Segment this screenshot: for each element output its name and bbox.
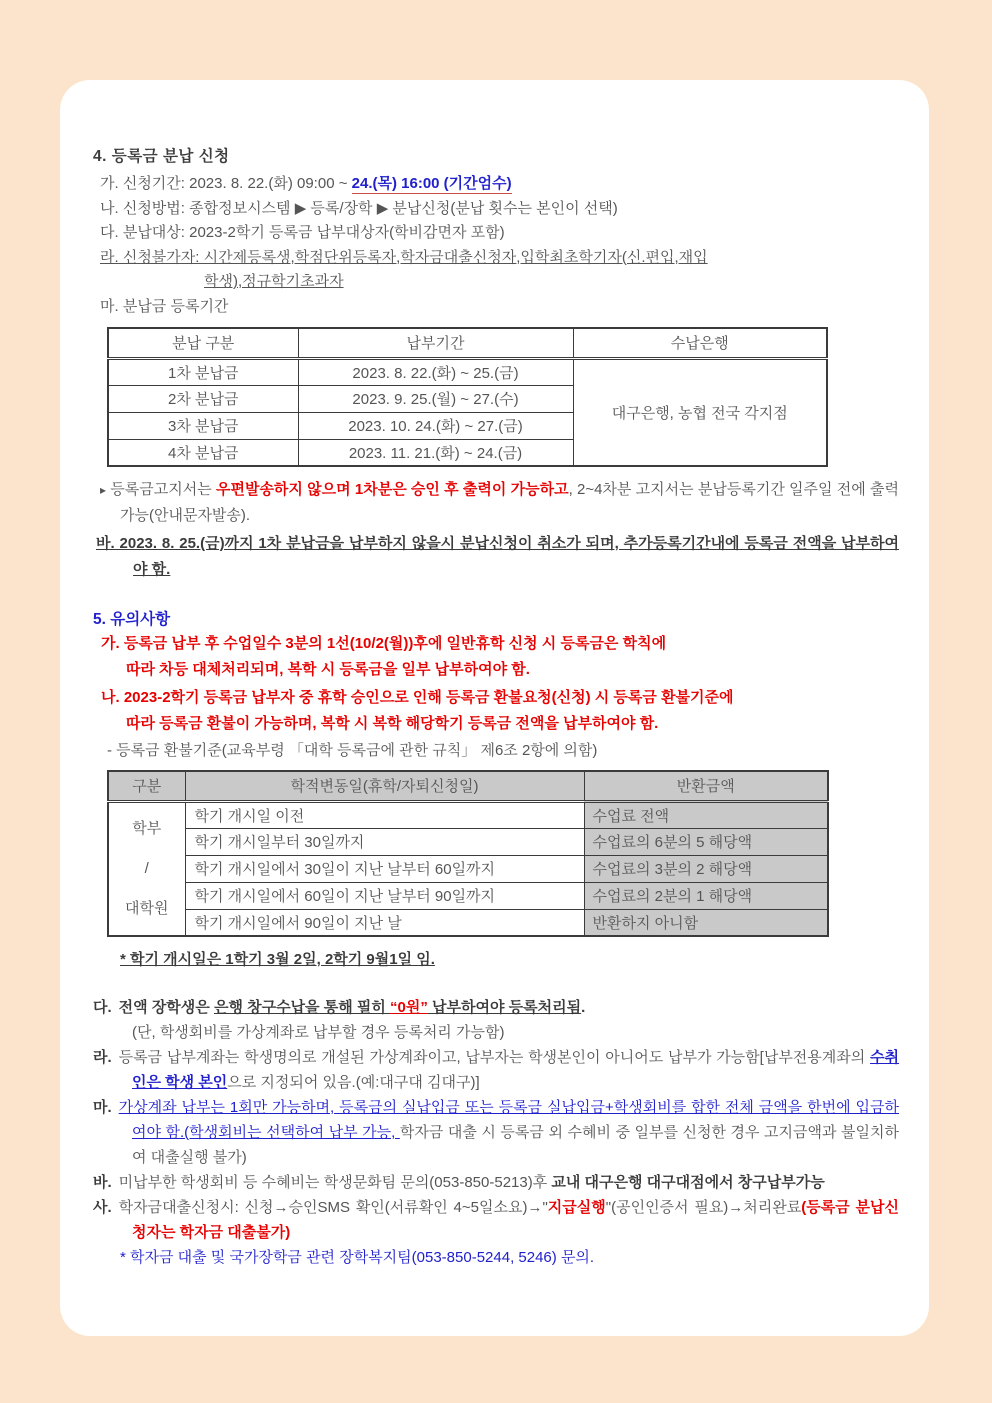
notice-text-red: 우편발송하지 않으며 1차분은 승인 후 출력이 가능하고	[215, 481, 569, 498]
item-label: 사.	[93, 1199, 112, 1216]
zero-won-underline2: 납부하여야 등록처리됨	[427, 999, 582, 1016]
header-installment-type: 분납 구분	[108, 328, 298, 358]
header-receiving-bank: 수납은행	[573, 328, 827, 358]
loan-contact-note: * 학자금 대출 및 국가장학금 관련 장학복지팀(053-850-5244, 5246) 문의.	[120, 1249, 595, 1266]
s4-item-application-method: 나. 신청방법: 종합정보시스템 ▶ 등록/장학 ▶ 분납신청(분납 횟수는 본인이 선택)	[100, 199, 618, 217]
ineligible-continued-text: 학생),정규학기초과자	[204, 273, 344, 290]
loan-execution-highlight: 지급실행	[547, 1199, 606, 1216]
installment-table-body	[108, 358, 827, 466]
zero-won-underline1: 은행 창구수납을 통해 필히	[213, 999, 391, 1016]
unpaid-fees-text: 미납부한 학생회비 등 수혜비는 학생문화팀 문의(053-850-5213)후	[118, 1174, 552, 1191]
application-period-text: 가. 신청기간: 2023. 8. 22.(화) 09:00 ~	[100, 175, 352, 192]
notice-text-pre: 등록금고지서는	[110, 481, 216, 498]
table-row	[108, 855, 828, 882]
table-row	[108, 909, 828, 936]
header-change-date: 학적변동일(휴학/자퇴신청일)	[185, 771, 584, 801]
refund-amount-cell: 수업료 전액	[584, 801, 828, 828]
refund-table-body	[108, 801, 828, 936]
item-label: 바.	[93, 1174, 112, 1191]
leave-rule-line2: 따라 차등 대체처리되며, 복학 시 등록금을 일부 납부하여야 함.	[126, 661, 530, 678]
application-deadline-highlight: 24.(목) 16:00 (기간엄수)	[351, 175, 512, 192]
installment-label: 2차 분납금	[108, 385, 298, 412]
table-header-row	[108, 328, 827, 358]
change-date-cell: 학기 개시일 이전	[185, 801, 584, 828]
refund-amount-cell: 수업료의 2분의 1 해당액	[584, 882, 828, 909]
table-row	[108, 358, 827, 385]
bill-print-notice	[93, 477, 899, 528]
refund-criteria-table	[107, 770, 829, 937]
loan-process-text1: 학자금대출신청시: 신청→승인SMS 확인(서류확인 4~5일소요)→"	[118, 1199, 548, 1216]
student-group-cell	[108, 801, 185, 936]
installment-label: 4차 분납금	[108, 439, 298, 466]
semester-start-footnote	[93, 948, 899, 969]
s5-item-one-time-deposit	[93, 1095, 899, 1170]
s4-item-target: 다. 분납대상: 2023-2학기 등록금 납부대상자(학비감면자 포함)	[100, 224, 505, 241]
table-row	[108, 882, 828, 909]
s4-item-application-period	[100, 172, 899, 197]
triangle-bullet-icon: ▸	[100, 483, 107, 497]
one-time-deposit-rest: 학자금 대출 시 등록금 외 수혜비 중 일부를 신청한 경우 고지금액과 불일치하여 대출실행 불가)	[132, 1124, 899, 1166]
change-date-cell: 학기 개시일에서 60일이 지난 날부터 90일까지	[185, 882, 584, 909]
virtual-account-text2: 으로 지정되어 있음.(예:대구대 김대구)]	[227, 1074, 480, 1091]
one-time-deposit-highlight: 가상계좌 납부는 1회만 가능하며, 등록금의 실납입금 또는 등록금 실납입금+학생회비를 합한 전체 금액을 한번에 입금하여야 함.(학생회비는 선택하여 납부 가능,	[118, 1099, 899, 1141]
leave-rule-line1: 가. 등록금 납부 후 수업일수 3분의 1선(10/2(월))후에 일반휴학 신청 시 등록금은 학칙에	[101, 635, 667, 652]
semester-start-footnote-text: * 학기 개시일은 1학기 3월 2일, 2학기 9월1일 임.	[120, 951, 435, 968]
s4-item-registration-period: 마. 분납금 등록기간	[100, 297, 229, 315]
notice-document-card	[60, 80, 929, 1336]
virtual-account-text1: 등록금 납부계좌는 학생명의로 개설된 가상계좌이고, 납부자는 학생본인이 아니어도 납부가 가능함[납부전용계좌의	[118, 1049, 871, 1066]
notice-text-post: , 2~4차분 고지서는 분납등록기간 일주일 전에 출력 가능(안내문자발송).	[120, 481, 899, 524]
s4-item-cancellation-warning	[93, 531, 899, 583]
cancellation-warning-text: 바. 2023. 8. 25.(금)까지 1차 분납금을 납부하지 않을시 분납신청이 취소가 되며, 추가등록기간내에 등록금 전액을 납부하여야 함.	[96, 535, 899, 578]
item-label: 다.	[93, 999, 112, 1016]
installment-period: 2023. 8. 22.(화) ~ 25.(금)	[298, 358, 573, 385]
group-line-undergrad: 학부	[132, 819, 162, 837]
loan-process-text2: "(공인인증서 필요)→처리완료	[605, 1199, 802, 1216]
refund-table-head	[108, 771, 828, 801]
loan-restriction-highlight: (등록금 분납신청자는 학자금 대출불가)	[132, 1199, 900, 1241]
zero-won-amount: “0원”	[390, 999, 428, 1016]
installment-label: 1차 분납금	[108, 358, 298, 385]
section4-list	[93, 172, 899, 319]
zero-won-tail: .	[581, 999, 586, 1016]
installment-period: 2023. 10. 24.(화) ~ 27.(금)	[298, 412, 573, 439]
installment-label: 3차 분납금	[108, 412, 298, 439]
refund-rule-line1: 나. 2023-2학기 등록금 납부자 중 휴학 승인으로 인해 등록금 환불요청(신청) 시 등록금 환불기준에	[101, 689, 734, 706]
s4-item-ineligible-line2	[100, 270, 899, 295]
change-date-cell: 학기 개시일부터 30일까지	[185, 828, 584, 855]
s5-item-leave-of-absence	[93, 631, 899, 683]
group-line-slash: /	[144, 859, 149, 877]
header-category: 구분	[108, 771, 185, 801]
refund-criteria-source: - 등록금 환불기준(교육부령 「대학 등록금에 관한 규칙」 제6조 2항에 의함)	[107, 742, 598, 759]
refund-amount-cell: 수업료의 3분의 2 해당액	[584, 855, 828, 882]
item-label: 마.	[93, 1099, 112, 1116]
group-line-grad: 대학원	[125, 899, 169, 917]
s5-item-unpaid-fees	[93, 1170, 899, 1195]
s4-item-ineligible-line1: 라. 신청불가자: 시간제등록생,학점단위등록자,학자금대출신청자,입학최초학기자(신.편입,재입	[100, 248, 708, 266]
bank-branch-highlight: 교내 대구은행 대구대점에서 창구납부가능	[551, 1174, 825, 1191]
account-holder-highlight: 수취인은 학생 본인	[132, 1049, 899, 1091]
receiving-bank-cell: 대구은행, 농협 전국 각지점	[573, 358, 827, 466]
change-date-cell: 학기 개시일에서 30일이 지난 날부터 60일까지	[185, 855, 584, 882]
installment-schedule-table	[107, 327, 828, 467]
change-date-cell: 학기 개시일에서 90일이 지난 날	[185, 909, 584, 936]
section4-title: 4. 등록금 분납 신청	[93, 148, 230, 165]
section5-lower-list	[93, 995, 899, 1270]
zero-won-subnote: (단, 학생회비를 가상계좌로 납부할 경우 등록처리 가능함)	[132, 1024, 505, 1041]
table-row	[108, 828, 828, 855]
section5-title: 5. 유의사항	[93, 611, 171, 628]
refund-amount-cell: 수업료의 6분의 5 해당액	[584, 828, 828, 855]
item-label: 라.	[93, 1049, 112, 1066]
table-row	[108, 801, 828, 828]
installment-table-head	[108, 328, 827, 358]
installment-period: 2023. 11. 21.(화) ~ 24.(금)	[298, 439, 573, 466]
zero-won-lead: 전액 장학생은	[118, 999, 214, 1016]
s5-item-student-loan	[93, 1195, 899, 1245]
header-payment-period: 납부기간	[298, 328, 573, 358]
installment-period: 2023. 9. 25.(월) ~ 27.(수)	[298, 385, 573, 412]
table-header-row	[108, 771, 828, 801]
s5-item-virtual-account-owner	[93, 1045, 899, 1095]
s5-item-refund-rule	[93, 685, 899, 737]
refund-rule-line2: 따라 등록금 환불이 가능하며, 복학 시 복학 해당학기 등록금 전액을 납부하여야 함.	[126, 715, 659, 732]
refund-amount-cell: 반환하지 아니함	[584, 909, 828, 936]
s5-item-zero-won	[93, 995, 899, 1020]
header-refund-amount: 반환금액	[584, 771, 828, 801]
